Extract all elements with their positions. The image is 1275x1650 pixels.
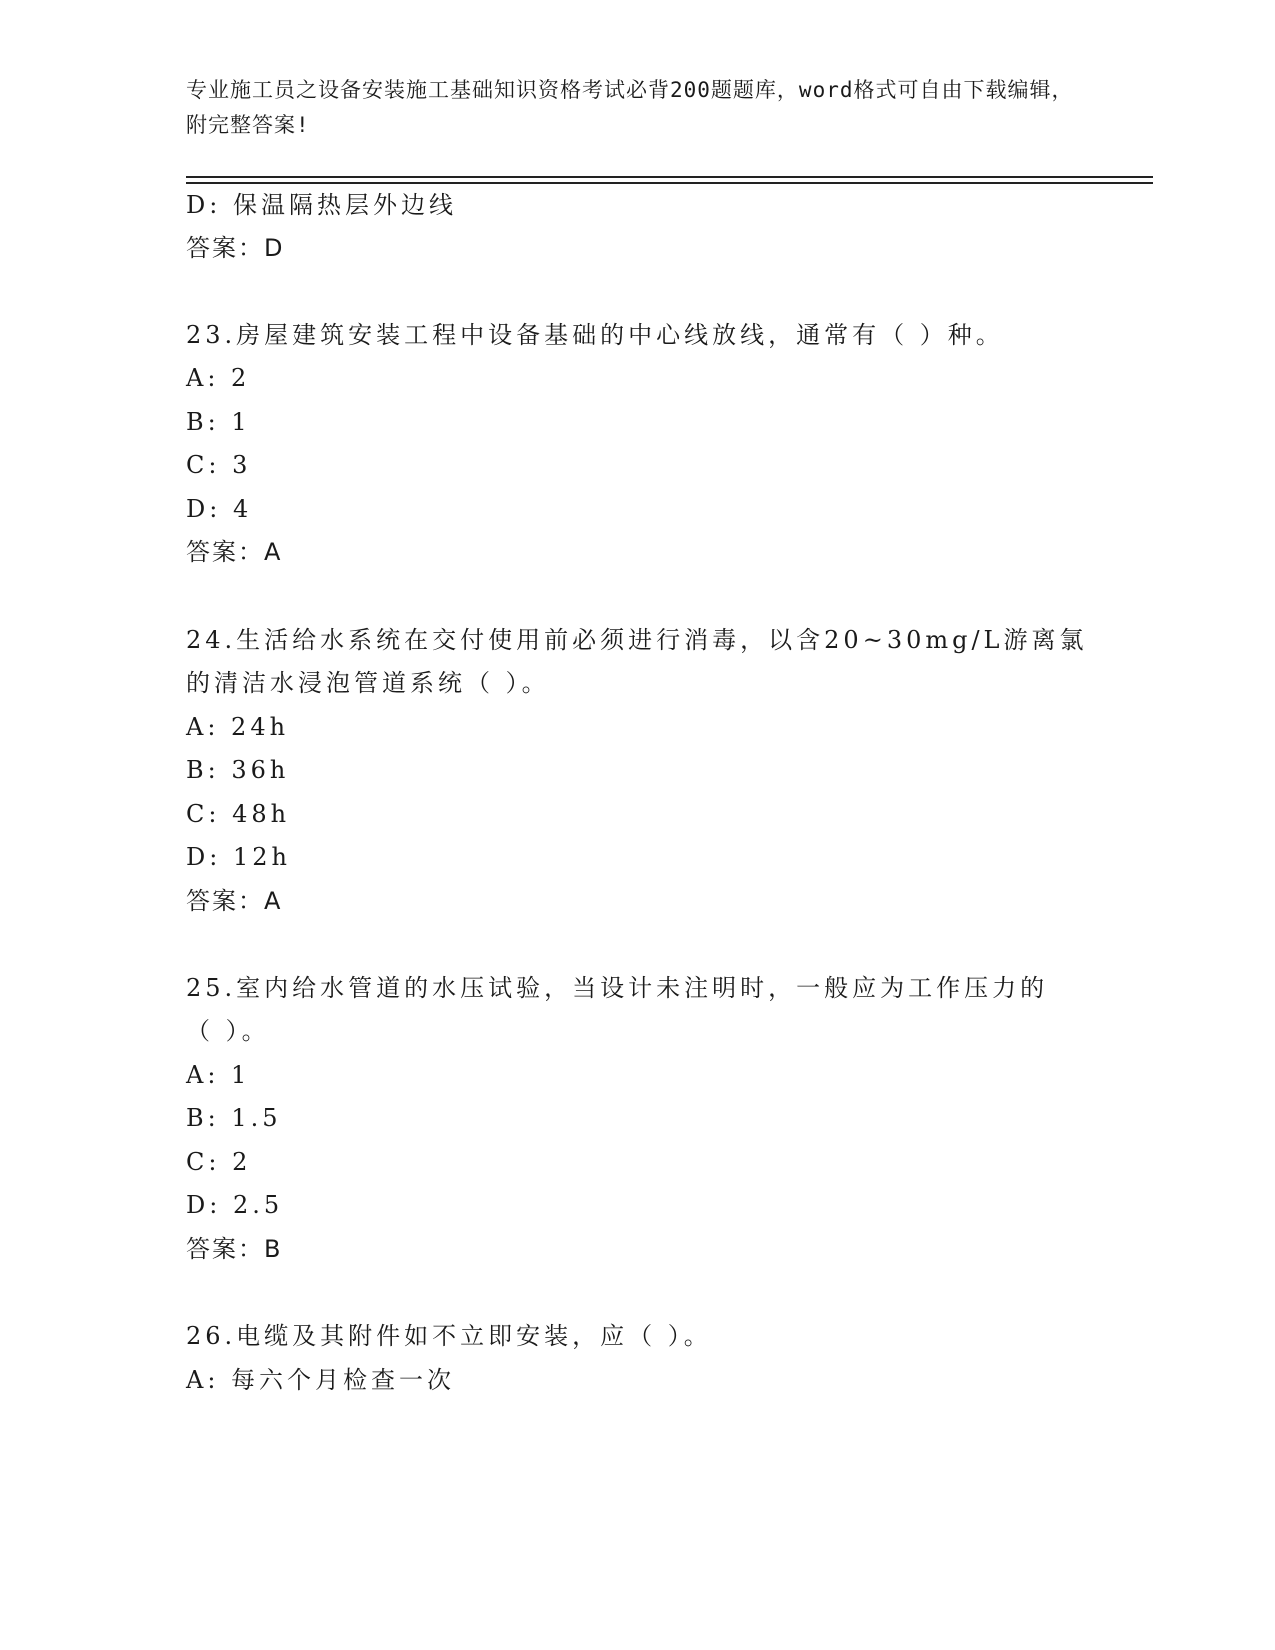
q25-stem-line-2: （ ）。 [186,1017,270,1045]
q26-stem-line-1: 26.电缆及其附件如不立即安装，应（ ）。 [186,1322,712,1350]
q25-option-c: C: 2 [186,1148,252,1176]
q24-option-c: C: 48h [186,800,291,828]
header-divider-top [186,176,1153,178]
q22-option-d: D: 保温隔热层外边线 [186,191,457,219]
q25-stem-line-1: 25.室内给水管道的水压试验，当设计未注明时，一般应为工作压力的 [186,974,1049,1002]
q24-option-a: A: 24h [186,713,290,741]
q25-answer: 答案：B [186,1235,283,1263]
document-header-title: 专业施工员之设备安装施工基础知识资格考试必背200题题库，word格式可自由下载编辑，附完整答案! [186,78,1074,137]
q23-option-b: B: 1 [186,408,251,436]
q25-option-b: B: 1.5 [186,1104,282,1132]
q26-option-a: A: 每六个月检查一次 [186,1366,456,1394]
q24-answer: 答案：A [186,887,283,915]
q25-option-d: D: 2.5 [186,1191,284,1219]
q24-stem-line-2: 的清洁水浸泡管道系统（ ）。 [186,669,550,697]
q24-option-d: D: 12h [186,843,291,871]
q22-answer: 答案：D [186,234,285,262]
q23-option-a: A: 2 [186,364,251,392]
header-divider-bottom [186,182,1153,184]
q23-stem-line-1: 23.房屋建筑安装工程中设备基础的中心线放线，通常有（ ）种。 [186,321,1004,349]
q23-option-c: C: 3 [186,451,252,479]
q24-stem-line-1: 24.生活给水系统在交付使用前必须进行消毒，以含20~30mg/L游离氯 [186,626,1088,654]
q25-option-a: A: 1 [186,1061,251,1089]
q23-option-d: D: 4 [186,495,253,523]
q23-answer: 答案：A [186,538,283,566]
q24-option-b: B: 36h [186,756,290,784]
